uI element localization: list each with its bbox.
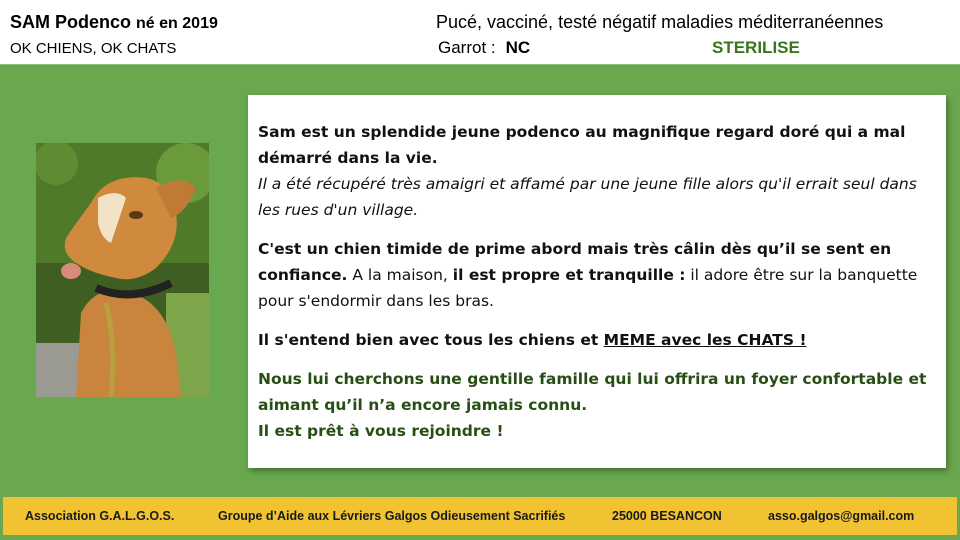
compat-bold: Il s'entend bien avec tous les chiens et [258, 331, 604, 349]
paragraph-closing [258, 366, 938, 444]
association-name: Association G.A.L.G.O.S. [25, 509, 175, 523]
health-status: Pucé, vacciné, testé négatif maladies méditerranéennes [436, 12, 884, 32]
intro-bold: Sam est un splendide jeune podenco au magnifique regard doré qui a mal démarré dans la vie. [258, 123, 906, 167]
dog-photo [36, 143, 209, 397]
description-text [258, 119, 938, 457]
association-city: 25000 BESANCON [612, 509, 722, 523]
closing-line-1: Nous lui cherchons une gentille famille qui lui offrira un foyer confortable et aimant qu’il n’a encore jamais connu. [258, 370, 927, 414]
association-email: asso.galgos@gmail.com [768, 509, 915, 523]
garrot-label: Garrot : [438, 38, 496, 57]
footer-bar [3, 497, 957, 535]
header-banner [0, 0, 960, 65]
intro-italic: Il a été récupéré très amaigri et affamé par une jeune fille alors qu'il errait seul dans les rues d'un village. [258, 175, 917, 219]
birth-year: né en 2019 [136, 15, 218, 32]
paragraph-intro [258, 119, 938, 223]
closing-line-2: Il est prêt à vous rejoindre ! [258, 422, 504, 440]
paragraph-compatibility [258, 327, 938, 353]
dog-illustration [36, 143, 209, 397]
sofa-text: il adore être sur la banquette pour s'endormir dans les bras. [258, 266, 918, 310]
paragraph-temperament [258, 236, 938, 314]
description-card [248, 95, 946, 468]
temperament-bold: C'est un chien timide de prime abord mais très câlin dès qu’il se sent en confiance. [258, 240, 892, 284]
garrot-value: NC [505, 38, 531, 57]
compatibility-text: OK CHIENS, OK CHATS [10, 40, 177, 57]
temperament-text: A la maison, [347, 266, 453, 284]
compat-underlined: MEME avec les CHATS ! [603, 331, 807, 349]
sterilise-badge: STERILISE [712, 38, 800, 57]
association-description: Groupe d’Aide aux Lévriers Galgos Odieusement Sacrifiés [218, 509, 566, 523]
dog-name-line [10, 12, 218, 33]
garrot-line [438, 38, 530, 58]
clean-calm-bold: il est propre et tranquille : [452, 266, 686, 284]
dog-name: SAM Podenco [10, 12, 132, 32]
